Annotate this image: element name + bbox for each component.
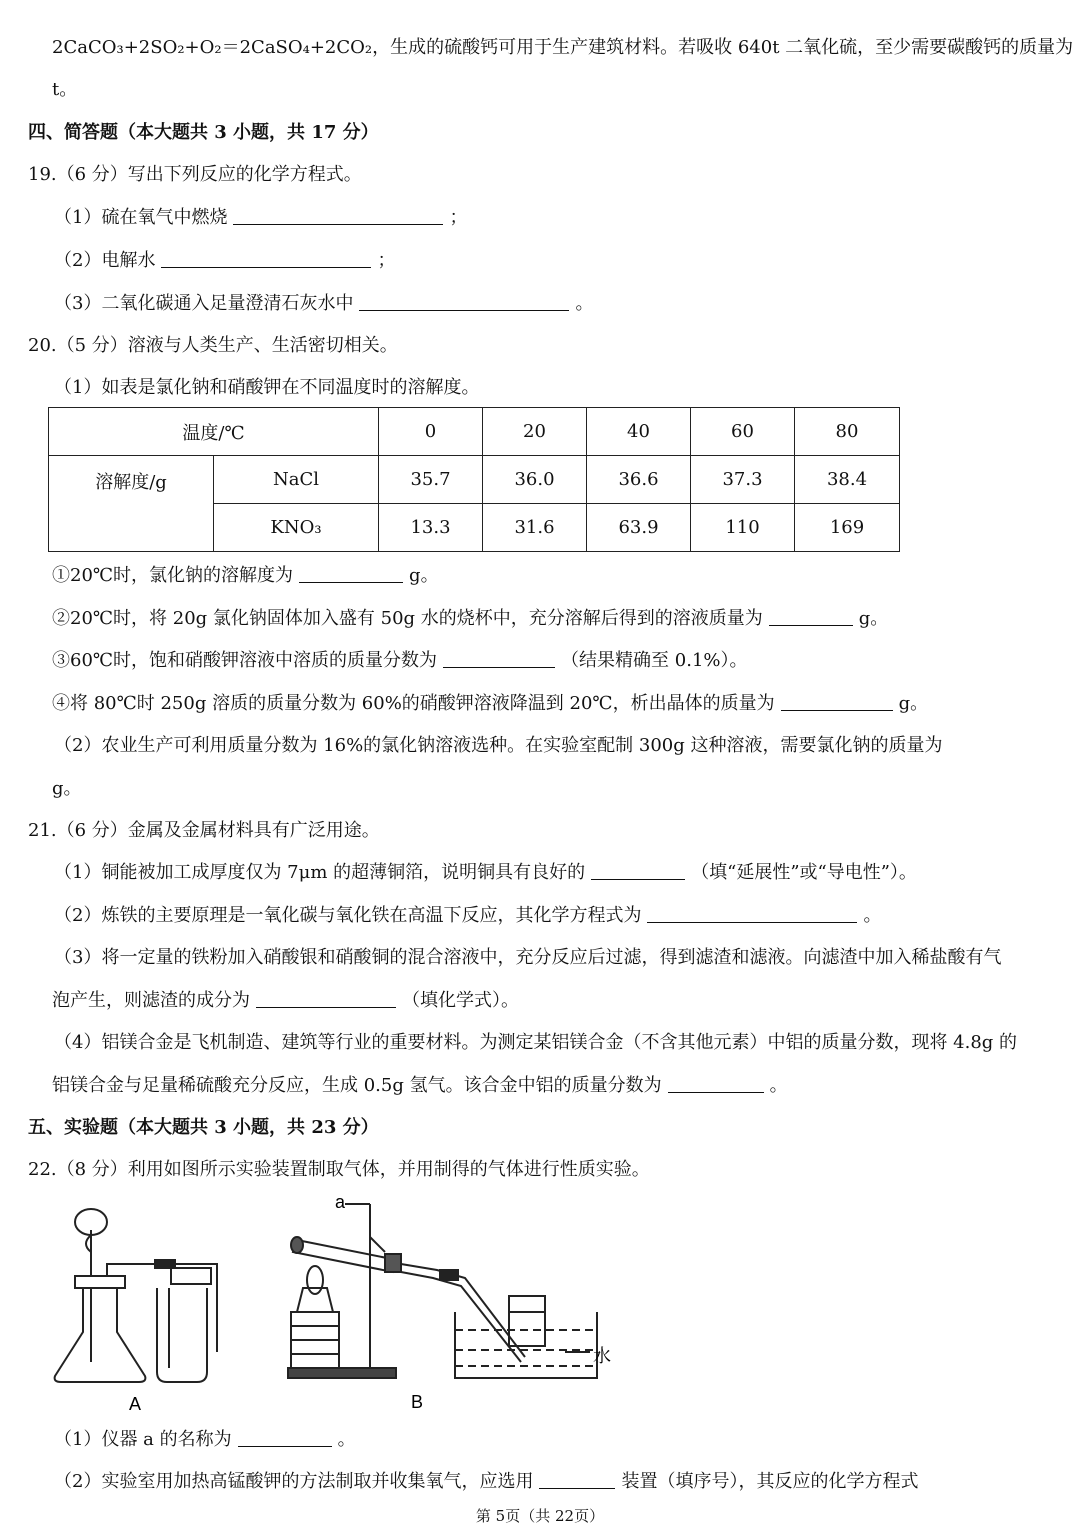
part-end: 。 [863, 905, 882, 926]
table-header-cell: 0 [379, 408, 483, 456]
question-20-stem: 20.（5 分）溶液与人类生产、生活密切相关。 [28, 335, 398, 356]
question-21-part-1 [54, 860, 917, 886]
question-19-part-3 [54, 291, 593, 317]
part-text: ①20℃时，氯化钠的溶解度为 [52, 565, 294, 586]
part-text: （1）仪器 a 的名称为 [54, 1429, 232, 1450]
table-header-cell: 20 [483, 408, 587, 456]
part-end: g。 [858, 608, 889, 629]
part-text: （2）电解水 [54, 250, 156, 271]
section-title: 四、简答题（本大题共 3 小题，共 17 分） [28, 122, 379, 143]
table-cell: 35.7 [379, 456, 483, 504]
table-cell: NaCl [214, 456, 379, 504]
part-text: 铝镁合金与足量稀硫酸充分反应，生成 0.5g 氢气。该合金中铝的质量分数为 [52, 1075, 662, 1096]
answer-blank[interactable] [647, 904, 857, 923]
water-label: 水 [593, 1346, 611, 1366]
table-cell: 38.4 [795, 456, 900, 504]
answer-blank[interactable] [443, 649, 555, 668]
question-22-part-1 [54, 1427, 356, 1453]
figure-label-b: B [410, 1392, 424, 1412]
section-title: 五、实验题（本大题共 3 小题，共 23 分） [28, 1117, 379, 1138]
answer-blank[interactable] [539, 1470, 615, 1489]
table-cell: 37.3 [691, 456, 795, 504]
question-20-part-2: （2）农业生产可利用质量分数为 16%的氯化钠溶液选种。在实验室配制 300g 这种溶液，需要氯化钠的质量为 [54, 735, 943, 756]
question-21-part-2 [54, 903, 881, 929]
equation-line: 2CaCO₃+2SO₂+O₂＝2CaSO₄+2CO₂，生成的硫酸钙可用于生产建筑材料。若吸收 640t 二氧化硫，至少需要碳酸钙的质量为 [52, 37, 1074, 58]
answer-blank[interactable] [781, 692, 893, 711]
answer-blank[interactable] [591, 861, 685, 880]
answer-blank[interactable] [769, 607, 853, 626]
table-cell: 13.3 [379, 504, 483, 552]
part-text: ②20℃时，将 20g 氯化钠固体加入盛有 50g 水的烧杯中，充分溶解后得到的溶液质量为 [52, 608, 763, 629]
table-header-cell: 40 [587, 408, 691, 456]
question-20-sub-2 [52, 606, 888, 632]
question-20-sub-4 [52, 691, 928, 717]
part-end: 装置（填序号），其反应的化学方程式 [621, 1471, 919, 1492]
answer-blank[interactable] [238, 1428, 332, 1447]
apparatus-b-tube [291, 1237, 525, 1362]
part-text: （2）炼铁的主要原理是一氧化碳与氧化铁在高温下反应，其化学方程式为 [54, 905, 642, 926]
figure-label-a: A [128, 1394, 142, 1414]
question-22-part-2 [54, 1469, 918, 1495]
question-19-stem: 19.（6 分）写出下列反应的化学方程式。 [28, 164, 362, 185]
answer-blank[interactable] [299, 564, 403, 583]
question-21-stem: 21.（6 分）金属及金属材料具有广泛用途。 [28, 820, 380, 841]
question-22-stem: 22.（8 分）利用如图所示实验装置制取气体，并用制得的气体进行性质实验。 [28, 1159, 650, 1180]
question-20-part-1: （1）如表是氯化钠和硝酸钾在不同温度时的溶解度。 [54, 377, 480, 398]
table-header-cell: 温度/℃ [49, 408, 379, 456]
question-20-part-2-end: g。 [52, 778, 82, 799]
question-19-part-1 [54, 205, 467, 231]
question-20-sub-3 [52, 648, 748, 674]
question-21-part-4-cont [52, 1073, 788, 1099]
page-footer: 第 5页（共 22页） [475, 1507, 605, 1525]
part-text: ③60℃时，饱和硝酸钾溶液中溶质的质量分数为 [52, 650, 438, 671]
question-21-part-4: （4）铝镁合金是飞机制造、建筑等行业的重要材料。为测定某铝镁合金（不含其他元素）中铝的质量分数，现将 4.8g 的 [54, 1032, 1018, 1053]
table-cell: 36.0 [483, 456, 587, 504]
table-row [49, 456, 900, 504]
solubility-table [48, 407, 900, 552]
question-21-part-3-cont [52, 988, 519, 1014]
apparatus-a-bottle [157, 1268, 211, 1382]
table-cell: 169 [795, 504, 900, 552]
answer-blank[interactable] [161, 249, 371, 268]
part-text: （1）硫在氧气中燃烧 [54, 207, 228, 228]
table-header-cell: 80 [795, 408, 900, 456]
part-end: 。 [575, 293, 594, 314]
part-end: g。 [898, 693, 929, 714]
table-row-label: 溶解度/g [49, 456, 214, 552]
part-text: （2）实验室用加热高锰酸钾的方法制取并收集氧气，应选用 [54, 1471, 534, 1492]
part-end: 。 [337, 1429, 356, 1450]
part-end: ； [449, 207, 468, 228]
answer-blank[interactable] [668, 1074, 764, 1093]
table-cell: 63.9 [587, 504, 691, 552]
apparatus-b-stand [288, 1204, 396, 1378]
table-cell: 31.6 [483, 504, 587, 552]
table-header-cell: 60 [691, 408, 795, 456]
part-end: 。 [769, 1075, 788, 1096]
part-text: （1）铜能被加工成厚度仅为 7μm 的超薄铜箔，说明铜具有良好的 [54, 862, 586, 883]
table-cell: KNO₃ [214, 504, 379, 552]
apparatus-b-burner [291, 1266, 339, 1368]
table-row [49, 408, 900, 456]
part-end: ； [377, 250, 396, 271]
part-text: ④将 80℃时 250g 溶质的质量分数为 60%的硝酸钾溶液降温到 20℃，析出晶体的质量为 [52, 693, 775, 714]
part-text: （3）二氧化碳通入足量澄清石灰水中 [54, 293, 354, 314]
equation-line-end: t。 [52, 79, 78, 100]
question-21-part-3: （3）将一定量的铁粉加入硝酸银和硝酸铜的混合溶液中，充分反应后过滤，得到滤渣和滤液。向滤渣中加入稀盐酸有气 [54, 947, 1002, 968]
answer-blank[interactable] [256, 989, 396, 1008]
apparatus-a-flask [55, 1209, 217, 1382]
part-end: （结果精确至 0.1%）。 [561, 650, 748, 671]
table-cell: 110 [691, 504, 795, 552]
question-19-part-2 [54, 248, 395, 274]
apparatus-b-trough [455, 1296, 597, 1378]
part-end: （填化学式）。 [402, 990, 519, 1011]
instrument-a-label: a [335, 1192, 346, 1212]
question-20-sub-1 [52, 563, 439, 589]
answer-blank[interactable] [233, 206, 443, 225]
apparatus-figure [45, 1192, 615, 1417]
part-text: 泡产生，则滤渣的成分为 [52, 990, 250, 1011]
answer-blank[interactable] [359, 292, 569, 311]
part-end: （填“延展性”或“导电性”）。 [691, 862, 917, 883]
part-end: g。 [409, 565, 439, 586]
table-cell: 36.6 [587, 456, 691, 504]
